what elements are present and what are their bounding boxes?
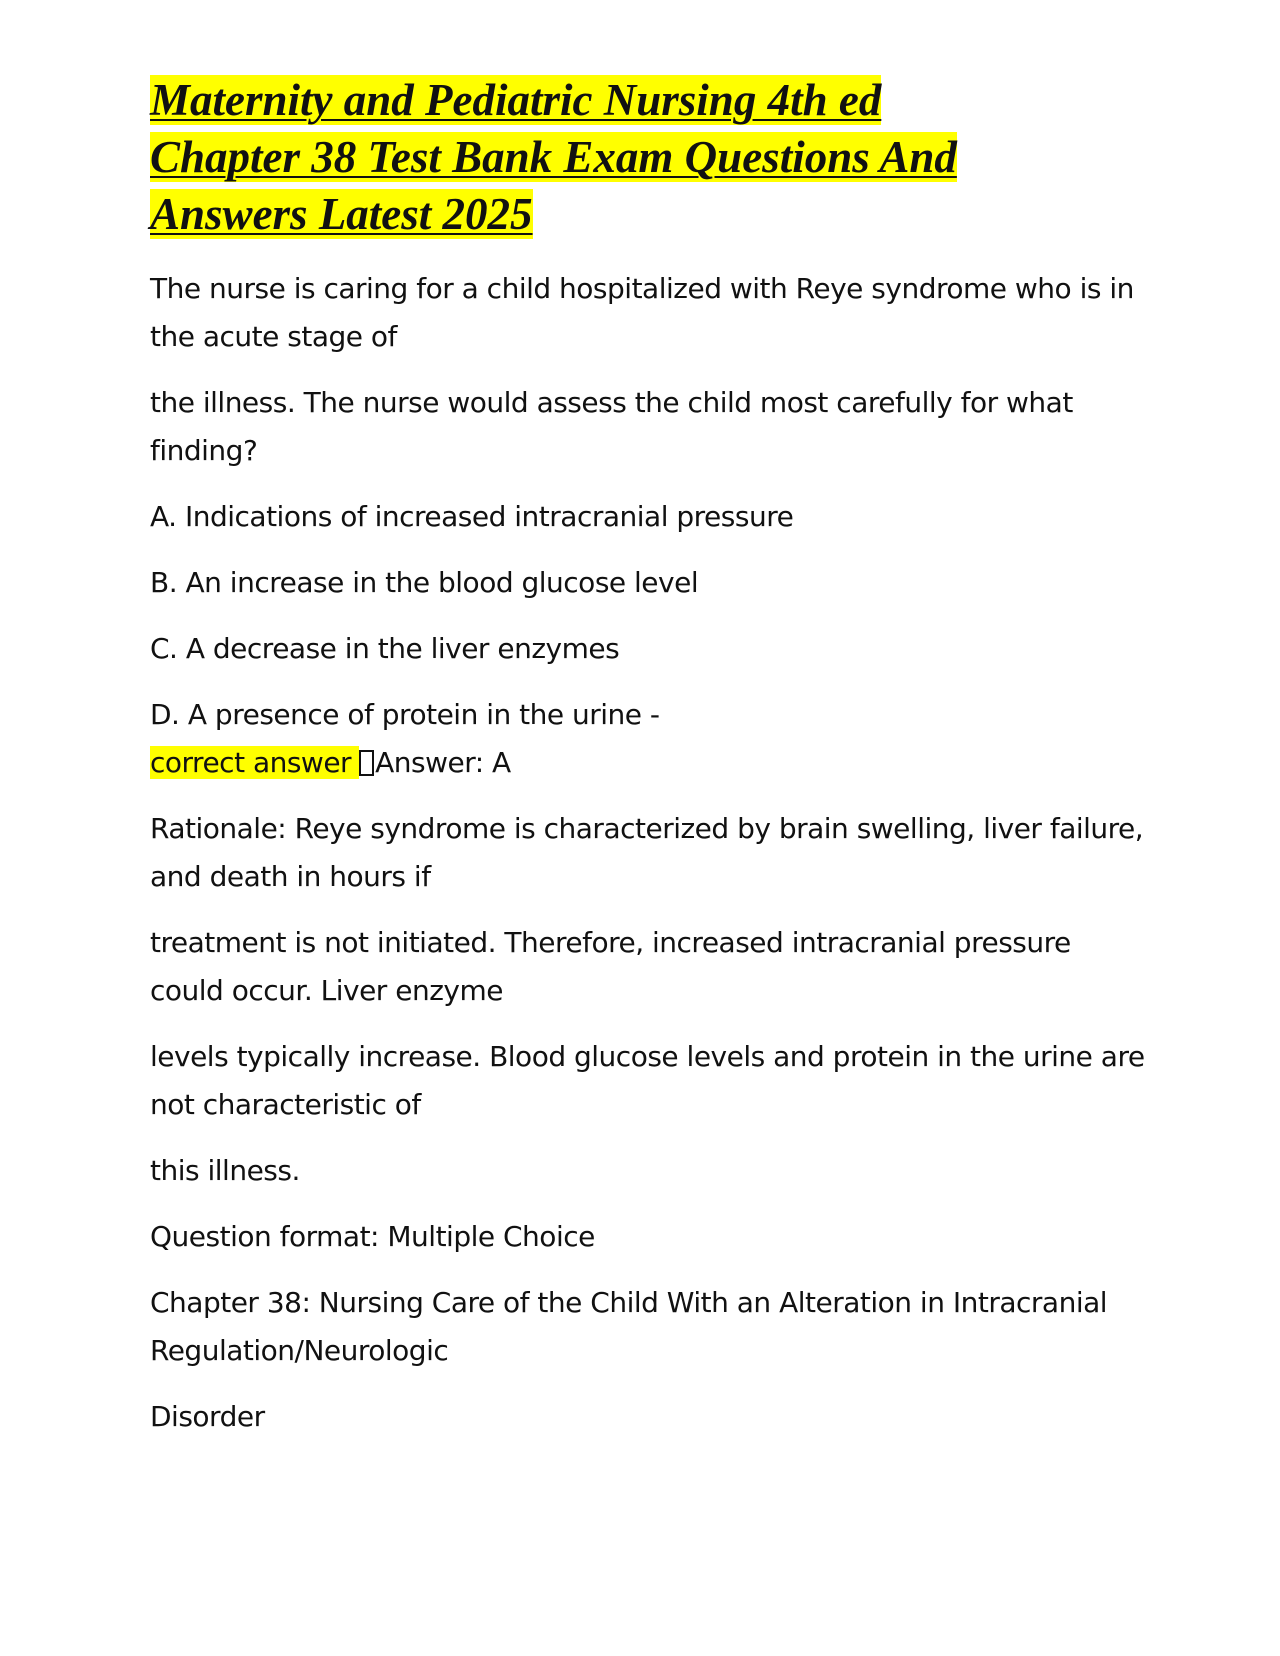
question-format: Question format: Multiple Choice: [150, 1220, 595, 1253]
chapter-part-1: Chapter 38: Nursing Care of the Child With an Alteration in Intracranial Regulation/Neurologic: [150, 1286, 1108, 1367]
question-stem-part-2: the illness. The nurse would assess the child most carefully for what finding?: [150, 386, 1073, 467]
title-line-2: Chapter 38 Test Bank Exam Questions And: [150, 132, 957, 182]
document-page: [150, 72, 1150, 1459]
rationale-part-1: Rationale: Reye syndrome is characterized by brain swelling, liver failure, and death in hours if: [150, 812, 1144, 893]
option-c: C. A decrease in the liver enzymes: [150, 632, 620, 665]
title-line-1: Maternity and Pediatric Nursing 4th ed: [150, 75, 882, 125]
rationale-part-4: this illness.: [150, 1154, 300, 1187]
rationale-part-2: treatment is not initiated. Therefore, increased intracranial pressure could occur. Liver enzyme: [150, 926, 1071, 1007]
answer-text: Answer: A: [375, 746, 511, 779]
option-a: A. Indications of increased intracranial pressure: [150, 500, 794, 533]
option-d: D. A presence of protein in the urine -: [150, 698, 660, 731]
document-title: [150, 72, 1150, 243]
question-stem-part-1: The nurse is caring for a child hospitalized with Reye syndrome who is in the acute stage of: [150, 272, 1134, 353]
rationale-part-3: levels typically increase. Blood glucose levels and protein in the urine are not characteristic of: [150, 1040, 1145, 1121]
option-d-with-answer: [150, 691, 1150, 787]
option-b: B. An increase in the blood glucose level: [150, 566, 699, 599]
missing-glyph-icon: [359, 750, 374, 776]
correct-answer-highlight: correct answer: [150, 746, 359, 779]
title-line-3: Answers Latest 2025: [150, 189, 533, 239]
chapter-part-2: Disorder: [150, 1400, 265, 1433]
